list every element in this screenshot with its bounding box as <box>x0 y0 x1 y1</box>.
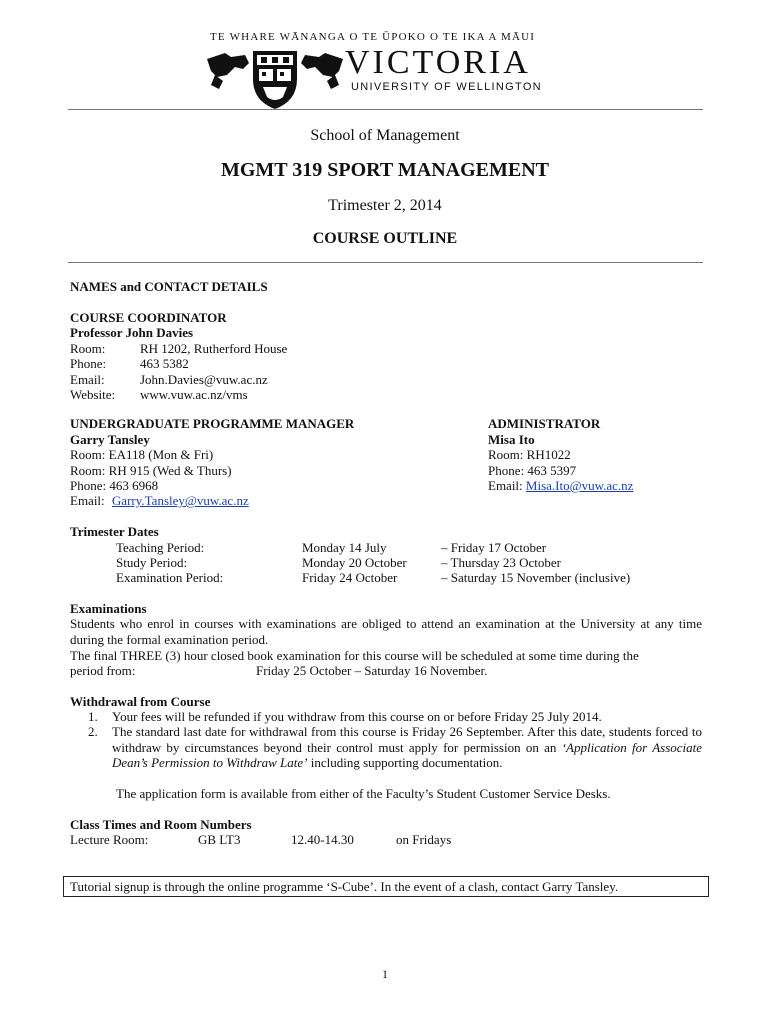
class-times-heading: Class Times and Room Numbers <box>70 817 252 832</box>
coordinator-heading: COURSE COORDINATOR <box>70 310 227 325</box>
withdrawal-note: The application form is available from either of the Faculty’s Student Customer Service Desks. <box>116 786 611 801</box>
study-period-start: Monday 20 October <box>302 555 407 570</box>
administrator-heading: ADMINISTRATOR <box>488 416 601 431</box>
manager-room-2: Room: RH 915 (Wed & Thurs) <box>70 463 232 478</box>
study-period-label: Study Period: <box>116 555 188 570</box>
course-outline-heading: COURSE OUTLINE <box>312 230 458 247</box>
list-number-2: 2. <box>88 724 98 739</box>
email-label: Email: <box>70 372 105 387</box>
manager-phone: Phone: 463 6968 <box>70 478 159 493</box>
manager-heading: UNDERGRADUATE PROGRAMME MANAGER <box>70 416 355 431</box>
header-divider <box>68 109 703 110</box>
teaching-period-start: Monday 14 July <box>302 540 387 555</box>
administrator-email-label: Email: <box>488 478 526 493</box>
manager-name: Garry Tansley <box>70 432 150 447</box>
administrator-name: Misa Ito <box>488 432 535 447</box>
website-label: Website: <box>70 387 116 402</box>
coordinator-phone <box>70 356 189 371</box>
lecture-time: 12.40-14.30 <box>291 832 354 847</box>
administrator-phone: Phone: 463 5397 <box>488 463 577 478</box>
trimester-label: Trimester 2, 2014 <box>328 197 442 214</box>
phone-value: 463 5382 <box>140 356 189 371</box>
administrator-email <box>488 478 633 493</box>
title-divider <box>68 262 703 263</box>
room-value: RH 1202, Rutherford House <box>140 341 288 356</box>
examinations-paragraph-2: The final THREE (3) hour closed book examination for this course will be scheduled at some time during the <box>70 648 639 663</box>
website-value[interactable]: www.vuw.ac.nz/vms <box>140 387 248 402</box>
list-number-1: 1. <box>88 709 98 724</box>
coordinator-name: Professor John Davies <box>70 325 194 340</box>
manager-room-1: Room: EA118 (Mon & Fri) <box>70 447 214 462</box>
tutorial-note-box <box>63 876 709 897</box>
administrator-email-link[interactable]: Misa.Ito@vuw.ac.nz <box>525 478 634 493</box>
manager-email <box>70 493 249 508</box>
tutorial-note-text: Tutorial signup is through the online programme ‘S-Cube’. In the event of a clash, contact Garry Tansley. <box>70 879 619 894</box>
examinations-period-dates: Friday 25 October – Saturday 16 November. <box>256 663 488 678</box>
teaching-period-end: – Friday 17 October <box>441 540 547 555</box>
manager-email-label: Email: <box>70 493 108 508</box>
study-period-end: – Thursday 23 October <box>441 555 561 570</box>
crest-icon <box>205 45 345 111</box>
university-subtitle: UNIVERSITY OF WELLINGTON <box>351 81 542 93</box>
school-name: School of Management <box>310 127 460 144</box>
university-crest-logo <box>205 45 345 111</box>
room-label: Room: <box>70 341 106 356</box>
university-name: VICTORIA <box>345 44 531 81</box>
coordinator-website <box>70 387 248 402</box>
withdrawal-heading: Withdrawal from Course <box>70 694 211 709</box>
examination-period-end: – Saturday 15 November (inclusive) <box>441 570 631 585</box>
examinations-heading: Examinations <box>70 601 147 616</box>
course-title: MGMT 319 SPORT MANAGEMENT <box>220 159 549 181</box>
administrator-room: Room: RH1022 <box>488 447 571 462</box>
page-number: 1 <box>382 967 388 981</box>
examination-period-label: Examination Period: <box>116 570 224 585</box>
phone-label: Phone: <box>70 356 107 371</box>
teaching-period-label: Teaching Period: <box>116 540 205 555</box>
lecture-room-value: GB LT3 <box>198 832 241 847</box>
withdrawal-item-2-text-a: The standard last date for withdrawal from this course is Friday 26 September. After this date, students forced to withdraw by circumstances beyond their control must apply for permission on an <box>112 724 702 755</box>
coordinator-email <box>70 372 268 387</box>
withdrawal-form-name: ‘Application for Associate Dean’s Permission to Withdraw Late’ <box>112 739 703 770</box>
examination-period-start: Friday 24 October <box>302 570 398 585</box>
withdrawal-item-2-text <box>112 724 702 771</box>
maori-university-name: TE WHARE WĀNANGA O TE ŪPOKO O TE IKA A MĀUI <box>210 31 536 43</box>
withdrawal-item-2-text-b: including supporting documentation. <box>307 755 503 770</box>
contacts-heading: NAMES and CONTACT DETAILS <box>70 279 268 294</box>
lecture-day: on Fridays <box>396 832 452 847</box>
manager-email-link[interactable]: Garry.Tansley@vuw.ac.nz <box>111 493 249 508</box>
examinations-paragraph-1: Students who enrol in courses with examinations are obliged to attend an examination at the University at any time during the formal examination period. <box>70 616 702 647</box>
lecture-room-label: Lecture Room: <box>70 832 149 847</box>
withdrawal-item-1-text: Your fees will be refunded if you withdraw from this course on or before Friday 25 July 2014. <box>112 709 602 724</box>
examinations-period-label: period from: <box>70 663 136 678</box>
coordinator-room <box>70 341 287 356</box>
trimester-dates-heading: Trimester Dates <box>70 524 159 539</box>
email-value[interactable]: John.Davies@vuw.ac.nz <box>140 372 268 387</box>
